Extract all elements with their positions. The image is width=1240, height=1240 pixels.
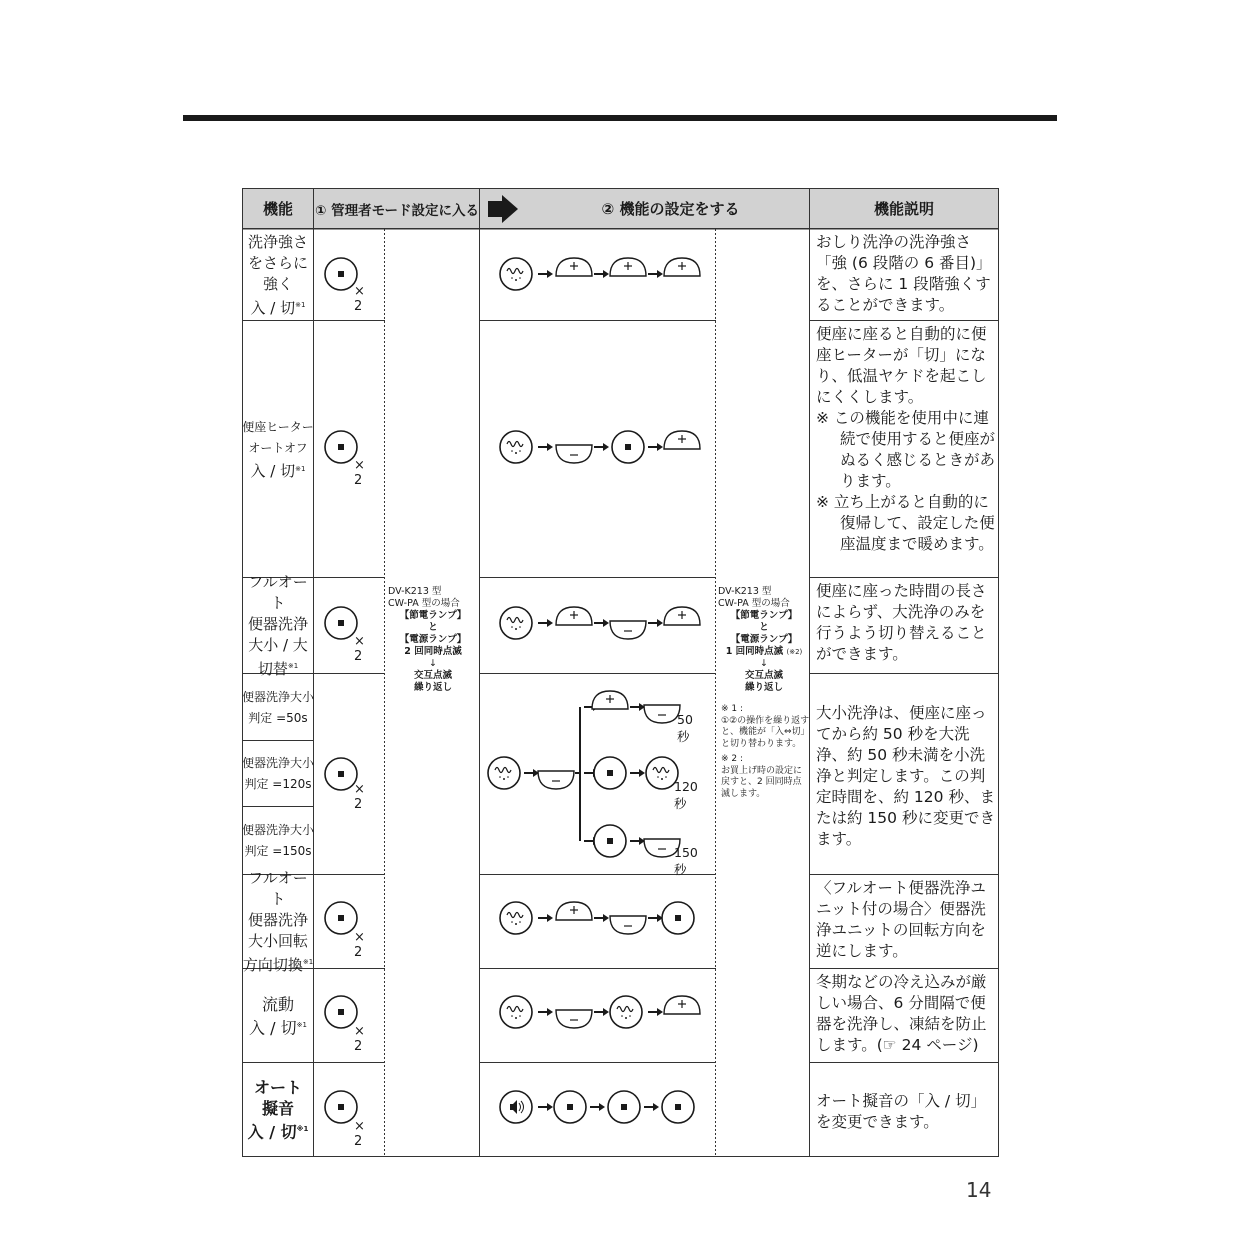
row-3-function: フルオート 便器洗浄 大小 / 大 切替$^{※1}$ [247, 573, 308, 678]
times-2-label: × 2 [354, 782, 365, 812]
sequence-row-2 [500, 431, 700, 463]
row-4a-function: 便器洗浄大小 判定 =50s [242, 689, 315, 725]
lamp-note-right: DV-K213 型 CW-PA 型の場合 【節電ランプ】 と 【電源ランプ】 1 回同時点滅 (※2) ↓ 交互点滅 繰り返し ※ 1 : ①②の操作を繰り返すと、機能が「入⇔切」と切り替わります。 ※ 2 : お買上げ時の設定に戻すと、2 回同時点滅します。 [718, 586, 810, 799]
sequence-row-7 [500, 1091, 694, 1123]
header-function: 機能 [262, 200, 293, 218]
lamp-note-left: DV-K213 型 CW-PA 型の場合 【節電ランプ】 と 【電源ランプ】 2 回同時点滅 ↓ 交互点滅 繰り返し [388, 586, 467, 693]
sequence-row-6 [500, 996, 700, 1028]
header-step1: ① 管理者モード設定に入る [314, 202, 480, 219]
header-step2: ② 機能の設定をする [601, 200, 740, 218]
step2-sequences [480, 229, 716, 1157]
sequence-row-5 [500, 902, 694, 934]
row-7-function: オート 擬音 入 / 切$^{※1}$ [247, 1078, 309, 1142]
row-6-description: 冬期などの冷え込みが厳しい場合、6 分間隔で便器を洗浄し、凍結を防止します。(☞ 24 ページ) [816, 973, 987, 1054]
times-2-label: × 2 [354, 458, 365, 488]
sequence-row-3 [500, 607, 700, 639]
time-150-label: 150 秒 [674, 845, 698, 877]
row-1-description: おしり洗浄の洗浄強さ「強 (6 段階の 6 番目)」を、さらに 1 段階強くすることができます。 [816, 233, 992, 314]
times-2-label: × 2 [354, 1024, 365, 1054]
row-2-function: 便座ヒーター オートオフ 入 / 切$^{※1}$ [242, 419, 314, 480]
sequence-row-1 [500, 258, 700, 290]
page-number: 14 [966, 1178, 992, 1202]
sequence-row-4 [488, 691, 680, 857]
times-2-label: × 2 [354, 930, 365, 960]
row-4b-function: 便器洗浄大小 判定 =120s [242, 756, 315, 791]
footnote-1: ※ 1 : ①②の操作を繰り返すと、機能が「入⇔切」と切り替わります。 [721, 704, 810, 749]
times-2-label: × 2 [354, 284, 365, 314]
times-2-label: × 2 [354, 1119, 365, 1149]
row-2-description: 便座に座ると自動的に便座ヒーターが「切」になり、低温ヤケドを起こしにくくします。 ※ この機能を使用中に連続で使用すると便座がぬるく感じるときがあります。 ※ 立ち上がると自動的に復帰して、設定した便座温度まで暖めます。 [816, 325, 996, 553]
row-5-description: 〈フルオート便器洗浄ユニット付の場合〉便器洗浄ユニットの回転方向を逆にします。 [816, 879, 986, 960]
time-50-label: 50 秒 [677, 712, 693, 744]
times-2-label: × 2 [354, 634, 365, 664]
row-4-description: 大小洗浄は、便座に座ってから約 50 秒を大洗浄、約 50 秒未満を小洗浄と判定します。この判定時間を、約 120 秒、または約 150 秒に変更できます。 [816, 703, 995, 848]
time-120-label: 120 秒 [674, 779, 698, 811]
row-4c-function: 便器洗浄大小 判定 =150s [242, 823, 315, 858]
header-description: 機能説明 [873, 200, 934, 218]
row-3-description: 便座に座った時間の長さによらず、大洗浄のみを行うよう切り替えることができます。 [816, 582, 987, 663]
footnote-2: ※ 2 : お買上げ時の設定に戻すと、2 回同時点滅します。 [721, 754, 803, 799]
row-7-description: オート擬音の「入 / 切」を変更できます。 [816, 1091, 987, 1131]
row-5-function: フルオート 便器洗浄 大小回転 方向切換$^{※1}$ [242, 869, 314, 974]
row-6-function: 流動 入 / 切$^{※1}$ [249, 994, 307, 1038]
step1-buttons [314, 229, 385, 1157]
row-1-function: 洗浄強さ をさらに 強く 入 / 切$^{※1}$ [247, 232, 308, 317]
top-rule [183, 115, 1057, 121]
